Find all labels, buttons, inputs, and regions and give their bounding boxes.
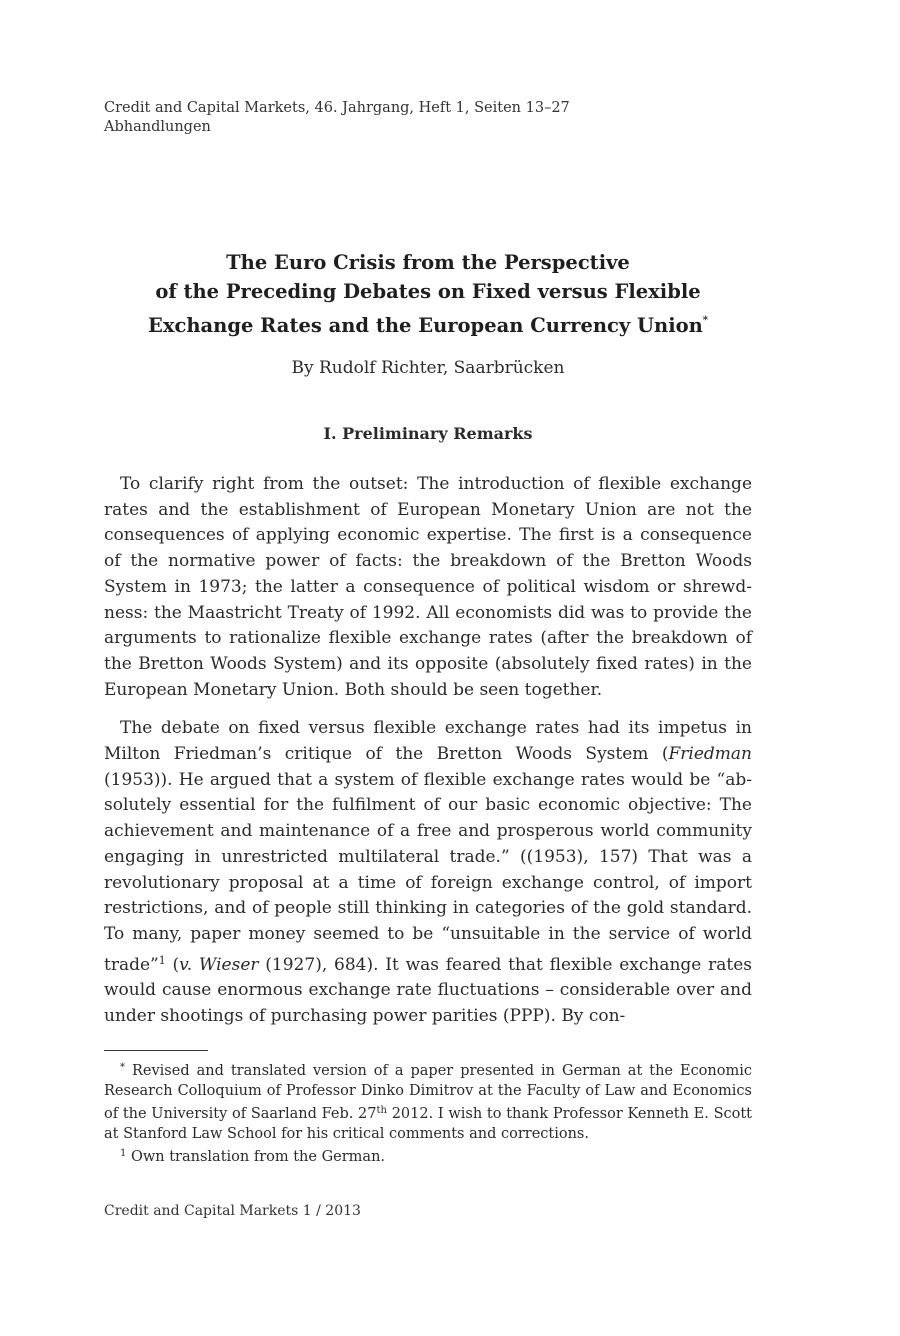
paragraph-2-part-2: (1953)). He argued that a system of flexible exchange rates would be “absolutely essential for the fulfilment of our basic economic objective: The achievement and maintenance of a free and prosperous world community engaging in unrestricted multilateral trade.” ((1953), 157) That was a revolutionary proposal at a time of foreign exchange control, of import restrictions, and of people still thinking in categories of the gold standard. To many, paper money seemed to be “unsuitable in the service of world trade” — [104, 769, 752, 975]
footnotes — [104, 1058, 752, 1167]
footnote-star-th: th — [376, 1105, 387, 1116]
paragraph-2 — [104, 716, 752, 1029]
citation-wieser: v. Wieser — [179, 954, 259, 975]
footnote-star-text-a: Revised and translated version of a paper presented in German at the Economic Research Colloquium of Professor Dinko Dimitrov at the Faculty of Law and Economics of the University of Saarland Feb. 27 — [104, 1063, 752, 1122]
footnote-star — [104, 1058, 752, 1144]
author-line: By Rudolf Richter, Saarbrücken — [291, 358, 565, 378]
paragraph-2-part-1: The debate on fixed versus flexible exchange rates had its impetus in Milton Friedman’s critique of the Bretton Woods System ( — [104, 718, 752, 765]
footnote-1 — [104, 1144, 752, 1167]
title-line-2: of the Preceding Debates on Fixed versus Flexible — [155, 280, 701, 303]
journal-section: Abhandlungen — [104, 119, 211, 135]
title-footnote-marker: * — [702, 315, 709, 326]
footnote-star-text-b: 2012. I wish to thank Professor Kenneth E. Scott at Stanford Law School for his critical comments and corrections. — [104, 1106, 753, 1142]
article-title — [104, 248, 752, 340]
footnote-divider — [104, 1050, 208, 1051]
paragraph-2-part-3: ( — [165, 954, 180, 975]
journal-header — [104, 99, 570, 137]
footnote-star-marker: * — [120, 1062, 125, 1073]
paragraph-1: To clarify right from the outset: The introduction of flexible exchange rates and the establishment of European Monetary Union are not the consequences of applying economic expertise. The first is a consequence of the normative power of facts: the breakdown of the Bretton Woods System in 1973; the latter a consequence of political wisdom or shrewdness: the Maastricht Treaty of 1992. All economists did was to provide the arguments to rationalize flexible exchange rates (after the breakdown of the Bretton Woods System) and its opposite (absolutely fixed rates) in the European Monetary Union. Both should be seen together. — [104, 474, 752, 700]
paper-page — [104, 0, 752, 1336]
section-heading: I. Preliminary Remarks — [323, 424, 533, 443]
title-line-3-text: Exchange Rates and the European Currency Union — [147, 314, 703, 337]
page-footer: Credit and Capital Markets 1 / 2013 — [104, 1203, 361, 1219]
paragraph-2-part-4: (1927), 684). It was feared that flexible exchange rates would cause enormous exchange rate fluctuations – considerable over and under shootings of purchasing power parities (PPP). By con- — [104, 954, 753, 1027]
journal-citation: Credit and Capital Markets, 46. Jahrgang, Heft 1, Seiten 13–27 — [104, 100, 570, 116]
footnote-1-text: Own translation from the German. — [126, 1149, 386, 1165]
title-line-1: The Euro Crisis from the Perspective — [226, 251, 630, 274]
footnote-1-reference: 1 — [158, 953, 166, 967]
footnote-1-marker: 1 — [120, 1148, 127, 1159]
citation-friedman: Friedman — [668, 744, 752, 765]
title-line-3 — [104, 306, 752, 340]
body-text — [104, 472, 752, 1030]
